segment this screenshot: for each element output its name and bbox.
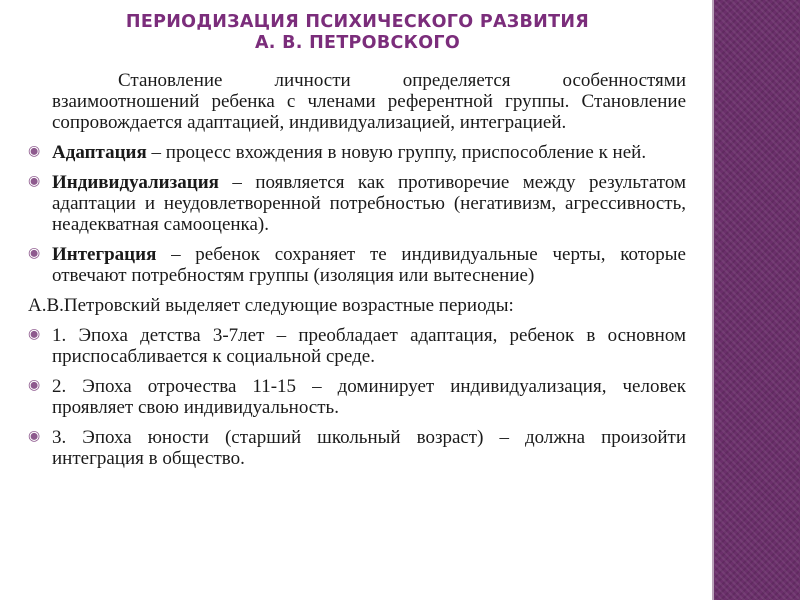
term-text: – появляется как противоречие между результатом адаптации и неудовлетворенной потребностью (негативизм, агрессивность, неадекватная самооценка). bbox=[52, 172, 686, 235]
circle-bullet-icon: ◉ bbox=[28, 377, 41, 393]
slide-content bbox=[28, 70, 686, 478]
term-label: Адаптация bbox=[52, 142, 147, 163]
intro-paragraph: Становление личности определяется особенностями взаимоотношений ребенка с членами референтной группы. Становление сопровождается адаптацией, индивидуализацией, интеграцией. bbox=[52, 70, 686, 133]
period-text: 1. Эпоха детства 3-7лет – преобладает адаптация, ребенок в основном приспосабливается к социальной среде. bbox=[52, 325, 686, 367]
period-item bbox=[28, 376, 686, 418]
term-integration bbox=[28, 244, 686, 286]
circle-bullet-icon: ◉ bbox=[28, 173, 41, 189]
term-individualization bbox=[28, 172, 686, 235]
term-label: Индивидуализация bbox=[52, 172, 219, 193]
slide-title bbox=[30, 12, 685, 54]
term-label: Интеграция bbox=[52, 244, 157, 265]
circle-bullet-icon: ◉ bbox=[28, 245, 41, 261]
period-item bbox=[28, 427, 686, 469]
term-adaptation bbox=[28, 142, 686, 163]
term-text: – ребенок сохраняет те индивидуальные черты, которые отвечают потребностям группы (изоляция или вытеснение) bbox=[52, 244, 686, 286]
title-line-2: А. В. ПЕТРОВСКОГО bbox=[254, 33, 461, 53]
periods-intro: А.В.Петровский выделяет следующие возрастные периоды: bbox=[28, 295, 514, 316]
decorative-sidebar bbox=[712, 0, 800, 600]
circle-bullet-icon: ◉ bbox=[28, 326, 41, 342]
title-line-1: ПЕРИОДИЗАЦИЯ ПСИХИЧЕСКОГО РАЗВИТИЯ bbox=[125, 12, 590, 32]
period-text: 3. Эпоха юности (старший школьный возраст) – должна произойти интеграция в общество. bbox=[52, 427, 686, 469]
period-text: 2. Эпоха отрочества 11-15 – доминирует индивидуализация, человек проявляет свою индивидуальность. bbox=[52, 376, 686, 418]
term-text: – процесс вхождения в новую группу, приспособление к ней. bbox=[146, 142, 647, 163]
circle-bullet-icon: ◉ bbox=[28, 428, 41, 444]
period-item bbox=[28, 325, 686, 367]
circle-bullet-icon: ◉ bbox=[28, 143, 41, 159]
